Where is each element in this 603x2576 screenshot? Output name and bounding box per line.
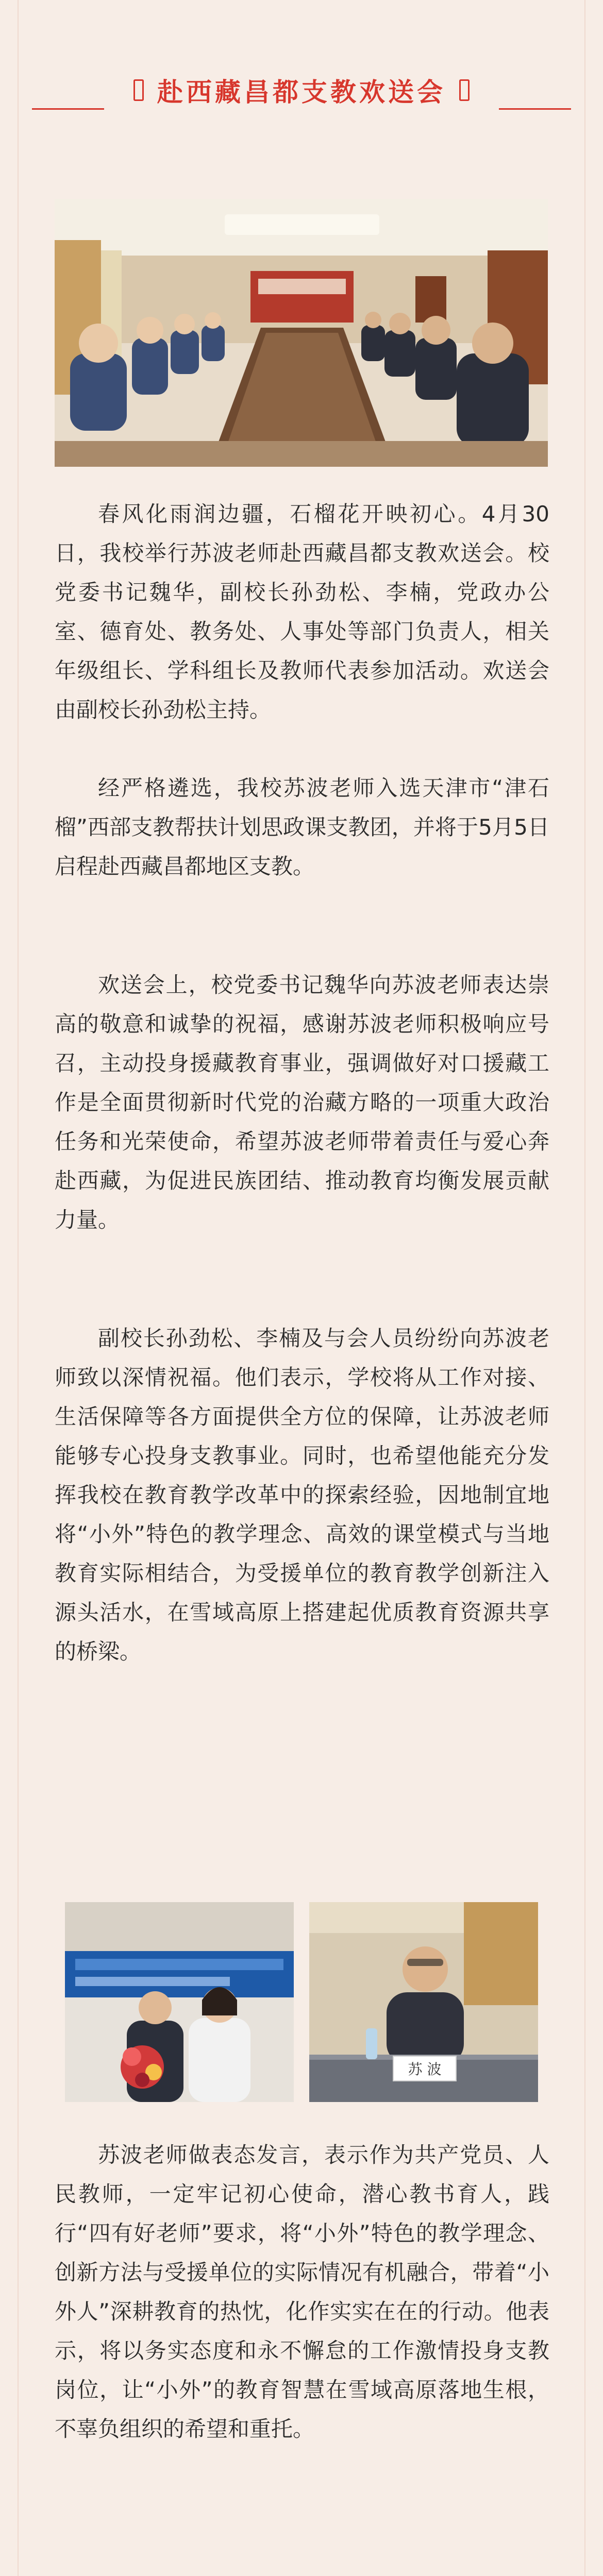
title-ornament-left-icon	[133, 79, 144, 101]
article-paragraph-1: 春风化雨润边疆，石榴花开映初心。4月30日，我校举行苏波老师赴西藏昌都支教欢送会。校党委书记魏华，副校长孙劲松、李楠，党政办公室、德育处、教务处、人事处等部门负责人，相关年级组长、学科组长及教师代表参加活动。欢送会由副校长孙劲松主持。	[55, 501, 549, 722]
title-line-right	[499, 108, 571, 110]
article-paragraph-2: 经严格遴选，我校苏波老师入选天津市“津石榴”西部支教帮扶计划思政课支教团，并将于5月5日启程赴西藏昌都地区支教。	[55, 775, 549, 879]
speaker-nameplate: 苏 波	[393, 2056, 457, 2081]
title-ornament-right-icon	[459, 79, 470, 101]
article-paragraph-5: 苏波老师做表态发言，表示作为共产党员、人民教师，一定牢记初心使命，潜心教书育人，践行“四有好老师”要求，将“小外”特色的教学理念、创新方法与受援单位的实际情况有机融合，带着“小外人”深耕教育的热忱，化作实实在在的行动。他表示，将以务实态度和永不懈怠的工作激情投身支教岗位，让“小外”的教育智慧在雪域高原落地生根，不辜负组织的希望和重托。	[55, 2142, 549, 2442]
meeting-room-photo	[55, 199, 548, 467]
right-rail	[584, 0, 585, 2576]
title-line-left	[32, 108, 104, 110]
page-title: 赴西藏昌都支教欢送会	[157, 77, 446, 107]
left-rail	[18, 0, 19, 2576]
portrait-with-flowers-photo	[65, 1902, 294, 2102]
article-paragraph-4: 副校长孙劲松、李楠及与会人员纷纷向苏波老师致以深情祝福。他们表示，学校将从工作对接、生活保障等各方面提供全方位的保障，让苏波老师能够专心投身支教事业。同时，也希望他能充分发挥我校在教育教学改革中的探索经验，因地制宜地将“小外”特色的教学理念、高效的课堂模式与当地教育实际相结合，为受援单位的教育教学创新注入源头活水，在雪域高原上搭建起优质教育资源共享的桥梁。	[55, 1326, 549, 1664]
article-header	[32, 31, 571, 149]
meeting-room-illustration	[55, 199, 548, 467]
article-paragraph-3: 欢送会上，校党委书记魏华向苏波老师表达崇高的敬意和诚挚的祝福，感谢苏波老师积极响应号召，主动投身援藏教育事业，强调做好对口援藏工作是全面贯彻新时代党的治藏方略的一项重大政治任务和光荣使命，希望苏波老师带着责任与爱心奔赴西藏，为促进民族团结、推动教育均衡发展贡献力量。	[55, 972, 549, 1232]
title-box	[133, 72, 470, 109]
portrait-with-flowers-illustration	[65, 1902, 294, 2102]
